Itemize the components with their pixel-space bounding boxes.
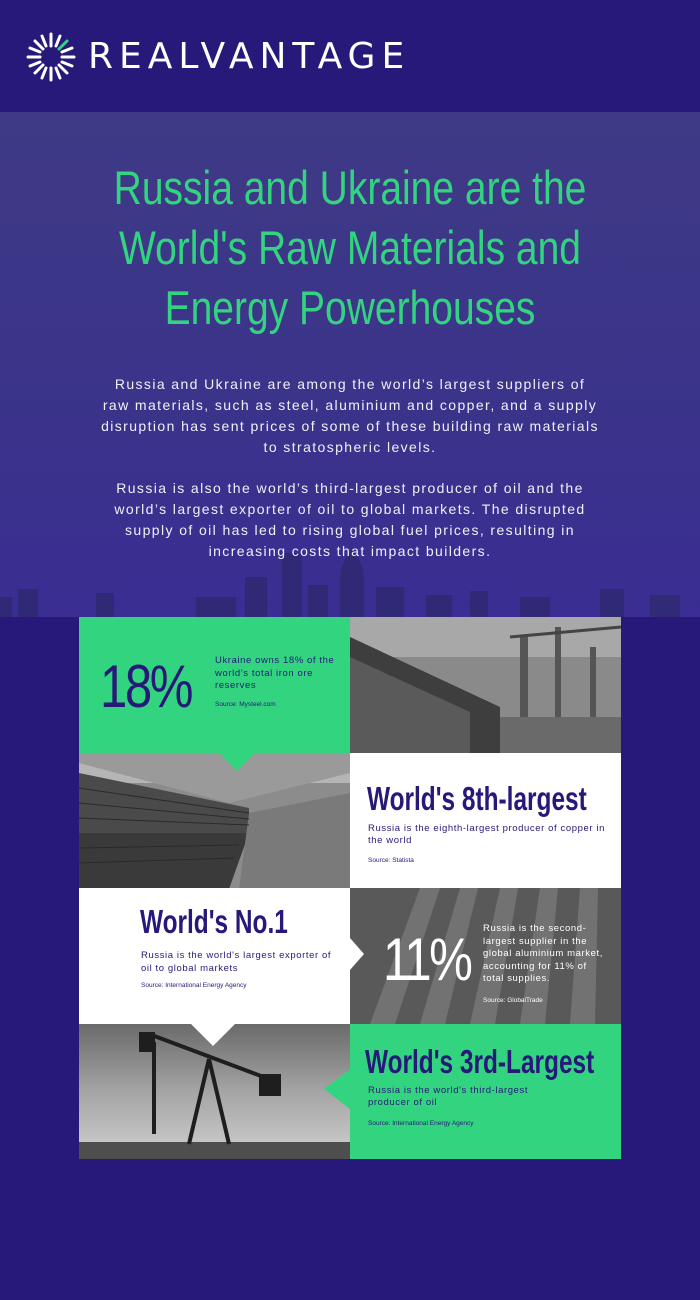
- callout-pointer: [191, 1024, 235, 1046]
- cargo-ship-photo: [350, 617, 621, 753]
- stats-grid: [79, 617, 621, 1159]
- stat-card-copper: [350, 753, 621, 889]
- stat-description: Russia is the world's third-largest producer of oil: [368, 1084, 529, 1108]
- stat-source: Source: International Energy Agency: [141, 982, 247, 989]
- stat-description: Russia is the world's largest exporter of oil to global markets: [141, 950, 332, 974]
- page-title: Russia and Ukraine are the World's Raw Materials and Energy Powerhouses: [113, 161, 587, 334]
- stat-value: 11%: [383, 926, 471, 993]
- stat-source: Source: International Energy Agency: [368, 1119, 474, 1127]
- stat-value: World's No.1: [140, 903, 288, 940]
- stat-card-oil-exporter: [79, 888, 350, 1024]
- stat-source: Source: Statista: [368, 856, 414, 864]
- stat-value: World's 8th-largest: [367, 779, 587, 817]
- stat-value: World's 3rd-Largest: [365, 1042, 595, 1080]
- stat-source: Source: GlobalTrade: [483, 997, 543, 1004]
- callout-pointer: [350, 938, 364, 970]
- intro-paragraph-1: Russia and Ukraine are among the world’s largest suppliers of raw materials, such as steel, aluminium and copper, and a supply disruption has sent prices of some of these building raw materials to stratospheric levels.: [101, 376, 599, 455]
- intro-paragraph-2: Russia is also the world’s third-largest producer of oil and the world’s largest exporter of oil to global markets. The disrupted supply of oil has led to rising global fuel prices, resulting in increasing costs that impact builders.: [114, 480, 586, 559]
- stat-card-iron-ore: [79, 617, 350, 753]
- stat-card-oil-producer: [350, 1024, 621, 1160]
- stat-value: 18%: [100, 653, 192, 720]
- stat-source: Source: Mysteel.com: [215, 701, 276, 708]
- brand-name: REALVANTAGE: [88, 36, 411, 77]
- stat-description: Russia is the second-largest supplier in the global aluminium market, accounting for 11% of total supplies.: [483, 923, 603, 984]
- stat-card-aluminium: [350, 888, 621, 1024]
- callout-pointer: [324, 1069, 350, 1109]
- stat-description: Russia is the eighth-largest producer of copper in the world: [368, 822, 606, 846]
- site-header: [0, 0, 700, 112]
- stat-description: Ukraine owns 18% of the world’s total iron ore reserves: [215, 655, 335, 691]
- hero-section: [0, 112, 700, 617]
- steel-plates-photo: [79, 753, 350, 889]
- callout-pointer: [219, 753, 255, 771]
- oil-pumpjack-photo: [79, 1024, 350, 1160]
- starburst-logo-icon: [24, 30, 78, 84]
